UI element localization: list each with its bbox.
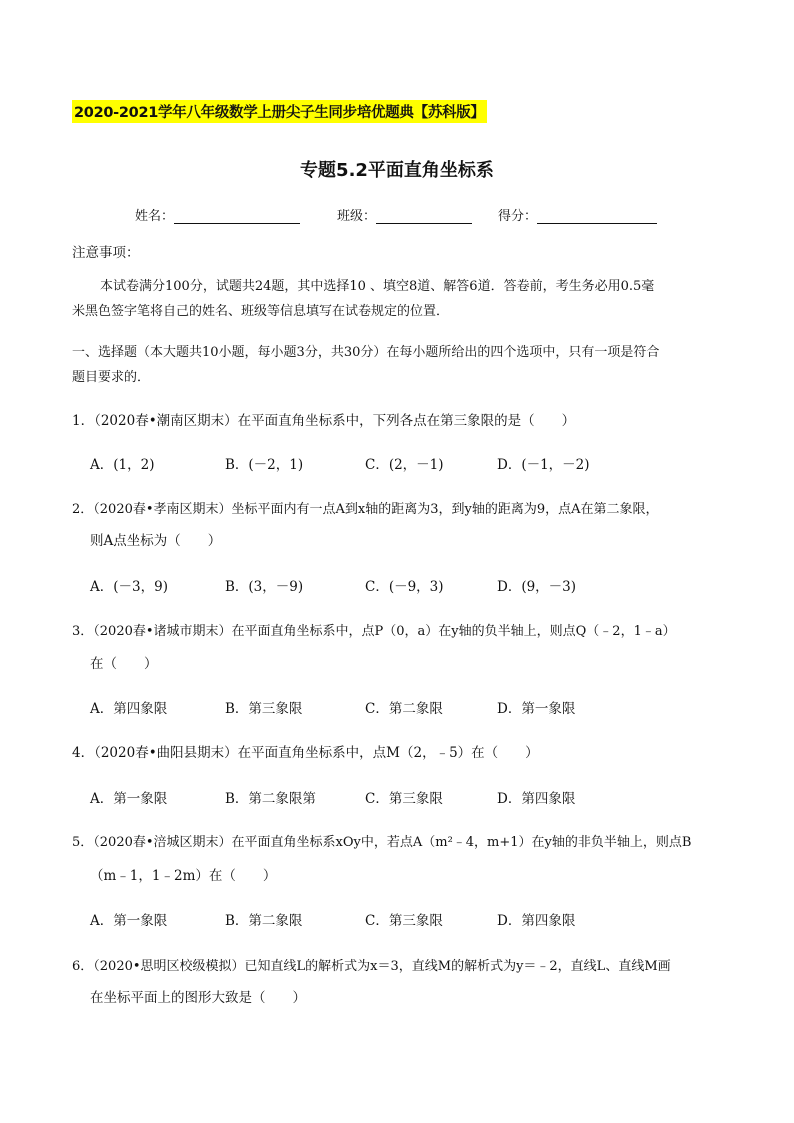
question-4: 4．（2020春•曲阳县期末）在平面直角坐标系中，点M（2，﹣5）在（ ） [72, 745, 539, 761]
option-c[interactable]: C．(－9，3) [365, 579, 444, 595]
notice-line: 米黑色签字笔将自己的姓名、班级等信息填写在试卷规定的位置． [72, 304, 450, 319]
page-title: 专题5.2平面直角坐标系 [300, 160, 494, 181]
question-1: 1．（2020春•潮南区期末）在平面直角坐标系中，下列各点在第三象限的是（ ） [72, 413, 576, 429]
option-a[interactable]: A．(1，2) [90, 457, 155, 473]
question-6-cont: 在坐标平面上的图形大致是（ ） [90, 990, 306, 1006]
option-a[interactable]: A．(－3，9) [90, 579, 168, 595]
option-b[interactable]: B．第三象限 [225, 701, 303, 717]
option-b[interactable]: B．第二象限第 [225, 791, 316, 807]
name-label: 姓名： [135, 209, 175, 224]
question-6: 6．（2020•思明区校级模拟）已知直线L的解析式为x＝3，直线M的解析式为y＝﹣2，直线L、直线M画 [72, 959, 671, 974]
option-b[interactable]: B．(3，－9) [225, 579, 304, 595]
header-banner: 2020-2021学年八年级数学上册尖子生同步培优题典【苏科版】 [72, 100, 487, 123]
option-c[interactable]: C．第二象限 [365, 701, 443, 717]
question-2-cont: 则A点坐标为（ ） [90, 533, 222, 549]
option-c[interactable]: C．(2，－1) [365, 457, 444, 473]
question-2: 2．（2020春•孝南区期末）坐标平面内有一点A到x轴的距离为3，到y轴的距离为9，点A在第二象限， [72, 502, 659, 517]
option-d[interactable]: D．第四象限 [497, 913, 576, 929]
section-heading: 题目要求的． [72, 370, 151, 385]
option-b[interactable]: B．第二象限 [225, 913, 303, 929]
question-5-cont: （m﹣1，1﹣2m）在（ ） [90, 868, 277, 884]
option-c[interactable]: C．第三象限 [365, 913, 443, 929]
name-field[interactable] [135, 205, 300, 224]
option-c[interactable]: C．第三象限 [365, 791, 443, 807]
option-b[interactable]: B．(－2，1) [225, 457, 304, 473]
class-field[interactable] [337, 205, 472, 224]
question-5: 5．（2020春•涪城区期末）在平面直角坐标系xOy中，若点A（m²﹣4，m+1）在y轴的非负半轴上，则点B [72, 835, 692, 850]
question-3: 3．（2020春•诸城市期末）在平面直角坐标系中，点P（0，a）在y轴的负半轴上，则点Q（﹣2，1﹣a） [72, 624, 676, 639]
option-d[interactable]: D．(9，－3) [497, 579, 577, 595]
notice-heading: 注意事项： [72, 245, 140, 261]
option-a[interactable]: A．第一象限 [90, 913, 168, 929]
class-label: 班级： [337, 209, 377, 224]
option-d[interactable]: D．第四象限 [497, 791, 576, 807]
option-d[interactable]: D．第一象限 [497, 701, 576, 717]
section-heading: 一、选择题（本大题共10小题，每小题3分，共30分）在每小题所给出的四个选项中，只有一项是符合 [72, 345, 660, 360]
option-d[interactable]: D．(－1，－2) [497, 457, 590, 473]
question-3-cont: 在（ ） [90, 656, 158, 672]
option-a[interactable]: A．第一象限 [90, 791, 168, 807]
option-a[interactable]: A．第四象限 [90, 701, 168, 717]
score-label: 得分： [498, 209, 538, 224]
notice-line: 本试卷满分100分，试题共24题，其中选择10 、填空8道、解答6道．答卷前，考生务必用0.5毫 [100, 279, 655, 294]
score-field[interactable] [498, 205, 657, 224]
